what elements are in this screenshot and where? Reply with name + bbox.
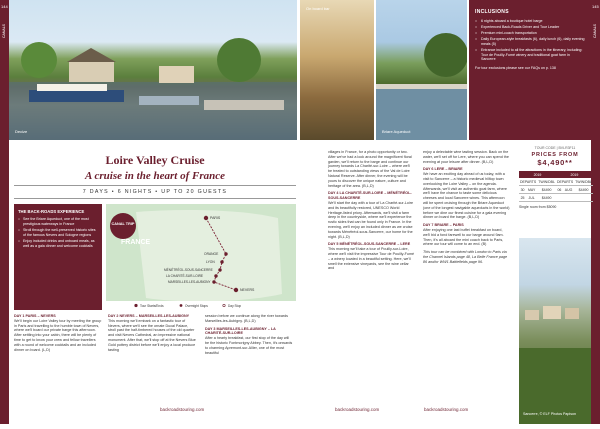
tour-title: Loire Valley Cruise bbox=[105, 153, 205, 167]
tour-subtitle: A cruise in the heart of France bbox=[85, 170, 225, 182]
departure-day: 06 bbox=[557, 187, 562, 192]
menetreol-marker bbox=[218, 268, 221, 271]
day-body: This morning we'll take a tour of Pouilly-sur-Loire, where we'll visit the impressive Tour de Pouilly-Fumé – a winery located in a beautiful setting. Here, we'll smell the extensive vineyards, see the wine cellar and bbox=[328, 247, 415, 271]
map-place-menetreol: MÉNÉTRÉOL-SOUS-SANCERRE bbox=[164, 268, 213, 272]
inclusion-item: ○ Entrance included to all the attractions in the itinerary, including: Tour de Pouilly-Fumé winery and traditional goat farm in Sancerre bbox=[475, 48, 585, 62]
legend-overnight-label: Overnight Stops bbox=[185, 303, 208, 308]
canal-photo-caption: Decize bbox=[15, 129, 28, 134]
day-heading: DAY 7 BRIARE – PARIS bbox=[423, 223, 464, 228]
departure-price: $4490 bbox=[537, 194, 556, 202]
departure-day: 25 bbox=[520, 195, 525, 200]
map-place-la-charite: LA CHARITÉ-SUR-LOIRE bbox=[166, 274, 204, 278]
tour-stats: 7 DAYS • 6 NIGHTS • UP TO 20 GUESTS bbox=[14, 185, 296, 199]
itinerary-column-4 bbox=[328, 150, 415, 274]
backroads-list bbox=[14, 217, 102, 248]
route-map bbox=[106, 204, 296, 310]
day-heading: DAY 3 MARSEILLES-LES-AUBIGNY – LA CHARITÉ-SUR-LOIRE bbox=[205, 326, 276, 336]
day-1 bbox=[14, 314, 102, 352]
center-footer-url[interactable]: backroadstouring.com bbox=[335, 407, 380, 412]
itinerary-column-3 bbox=[205, 314, 293, 358]
left-side-tab bbox=[0, 0, 9, 424]
day-heading: DAY 4 LA CHARITÉ-SUR-LOIRE – MÉNÉTRÉOL-SOUS-SANCERRE bbox=[328, 191, 412, 201]
inclusion-item: ○ Premium mini-coach transportation bbox=[475, 31, 585, 36]
backroads-item: ○ Stroll through the well-preserved historic sites of the famous Nevers and Sologne regions bbox=[18, 228, 98, 237]
day-body: We'll start the day with a tour of La Charité-sur-Loire and its beautifully restored, UNESCO World Heritage-listed priory. Afterwards, we'll visit a farm deep in the countryside, where we'll experience the rustic sides that can be found only in France. In the evening, we'll enjoy an included dinner as we cruise towards Ménétréol-sous-Sancerre, our home for the night. (B,L,D) bbox=[328, 200, 414, 239]
aqueduct-photo bbox=[376, 0, 467, 140]
legend-overnight-icon bbox=[180, 304, 183, 307]
single-room-price: Single room from $5090 bbox=[519, 205, 557, 209]
orange-marker bbox=[224, 252, 227, 255]
inclusion-item: ○ Experienced Back-Roads Driver and Tour Leader bbox=[475, 25, 585, 30]
itinerary-column-5 bbox=[423, 150, 510, 268]
itinerary-column-1 bbox=[14, 314, 102, 355]
departure-row bbox=[519, 194, 593, 202]
village-scene-illustration bbox=[519, 238, 591, 424]
departure-day: 30 bbox=[520, 187, 525, 192]
day-body: After a hearty breakfast, our first stop of the day will be the historic Fontmorigny Abbey. Then, it's onwards to charming Apremont-sur-Allier, one of the most beautiful bbox=[205, 336, 293, 355]
la-charite-marker bbox=[214, 274, 217, 277]
day-body: After enjoying one last buffet breakfast on board, we'll bid a fond farewell to our barge around 9am. Then, it's all aboard the mini coach back to Paris, where our tour will come to an end. (B) bbox=[423, 227, 504, 247]
map-place-paris: PARIS bbox=[210, 216, 221, 220]
village-photo-caption: Sancerre, © ELF Photos Papison bbox=[523, 412, 576, 416]
day-5 bbox=[328, 242, 415, 271]
inclusions-list bbox=[469, 19, 591, 62]
right-side-tab bbox=[591, 0, 600, 424]
departure-price: $4490 bbox=[537, 186, 556, 194]
day-2-continued: session before we continue along the river towards Marseilles-les-Aubigny. (B,L,D) bbox=[205, 314, 289, 323]
legend-day-stop-label: Day Stop bbox=[228, 303, 242, 308]
legend-start-label: Tour Starts/Ends bbox=[140, 303, 164, 308]
day-heading: DAY 1 PARIS – NEVERS bbox=[14, 314, 56, 318]
nevers-marker bbox=[234, 288, 238, 292]
departures-year: 2019 bbox=[519, 171, 556, 178]
bar-photo-caption: On board bar bbox=[306, 6, 330, 11]
departure-month: AUG bbox=[564, 187, 573, 192]
aqueduct-photo-caption: Briare Aqueduct bbox=[382, 129, 411, 134]
departs-header: DEPARTS bbox=[520, 179, 537, 184]
canal-barge-photo bbox=[9, 0, 297, 140]
right-page-number: 145 bbox=[592, 4, 599, 9]
day-3 bbox=[205, 327, 293, 356]
legend-start-icon bbox=[134, 304, 137, 307]
day-5-continued: enjoy a delectable wine tasting session. Back on the water, we'll set off for Lere, where you can spend the evening at your leisure after dinner. (B,L,D) bbox=[423, 150, 509, 164]
day-7 bbox=[423, 223, 510, 247]
day-body: We'll begin our Loire Valley tour by meeting the group in Paris and travelling to the humble town of Nevers, where we'll board our private barge this afternoon. After settling into your cabin, there will be plenty of time to get to know your crew and fellow travellers with a round of welcome cocktails and an included dinner on board. (L,D) bbox=[14, 318, 102, 352]
paris-marker bbox=[204, 216, 208, 220]
combine-tour-note: This tour can be combined with London to Paris via the Channel Islands page 48, La Belle France page 86 and/or WW1 Battlefields page 96. bbox=[423, 250, 508, 264]
map-place-lyon: LYON bbox=[206, 260, 215, 264]
inclusions-panel bbox=[469, 0, 591, 140]
day-body: This morning we'll embark on a fantastic tour of Nevers, where we'll see the ornate Ducal Palace, stroll past the half-timbered houses of the old quarter and visit Nevers Cathedral, an impressive national monument. After that, we'll stop off at the Nevers Blue Gold pottery district before we'll enjoy a local produce tasting bbox=[108, 318, 196, 352]
day-heading: DAY 6 LERE – BRIARE bbox=[423, 167, 463, 172]
departure-row bbox=[519, 186, 593, 194]
map-place-marseilles: MARSEILLES-LES-AUBIGNY bbox=[168, 280, 211, 284]
backroads-experience-box bbox=[14, 204, 102, 310]
day-2 bbox=[108, 314, 196, 352]
map-place-orange: ORANGE bbox=[204, 252, 219, 256]
backroads-item: ○ See the Briare Aqueduct, one of the most prestigious waterways in France bbox=[18, 217, 98, 226]
departures-table bbox=[519, 171, 593, 202]
right-footer-url[interactable]: backroadstouring.com bbox=[424, 407, 469, 412]
day-heading: DAY 5 MÉNÉTRÉOL-SOUS-SANCERRE – LERE bbox=[328, 242, 411, 247]
aqueduct-scene-illustration bbox=[376, 0, 467, 140]
day-heading: DAY 2 NEVERS – MARSEILLES-LES-AUBIGNY bbox=[108, 314, 190, 318]
inclusions-title: INCLUSIONS bbox=[475, 9, 509, 15]
inclusion-item: ○ 6 nights aboard a boutique hotel barge bbox=[475, 19, 585, 24]
price-panel bbox=[519, 146, 591, 209]
departure-month: MAY bbox=[527, 187, 536, 192]
departure-price: $4490 bbox=[574, 186, 593, 194]
canal-scene-illustration bbox=[9, 0, 297, 140]
departure-month: JUL bbox=[526, 194, 537, 202]
tour-headline bbox=[14, 153, 296, 182]
itinerary-column-2 bbox=[108, 314, 196, 355]
inclusions-note: For tour exclusions please see our FAQs on p. 138 bbox=[475, 66, 556, 71]
inclusion-item: ○ Daily European-style breakfasts (6), daily lunch (6), daily evening meals (5) bbox=[475, 37, 585, 46]
day-body: We have an exciting day ahead of us today, with a visit to Sancerre – a historic medieval hilltop town overlooking the Loire Valley – on the agenda. Afterwards, we'll visit an authentic goat farm, where we'll have the chance to taste some delicious cheeses and local Sancerre wines. This afternoon will be spent cruising through the Briare Aqueduct (one of the longest navigable aqueducts in the world) before we dine our finest cuisine for a gala evening dinner on board the barge. (B,L,D) bbox=[423, 172, 510, 220]
departs-header-2: DEPARTS bbox=[556, 179, 574, 184]
left-page-number: 144 bbox=[1, 4, 8, 9]
prices-from-label: PRICES FROM bbox=[531, 152, 579, 158]
sancerre-village-photo bbox=[519, 238, 591, 424]
twin-header: TWIN/DBL bbox=[538, 179, 555, 184]
left-footer-url[interactable]: backroadstouring.com bbox=[160, 407, 205, 412]
map-place-nevers: NEVERS bbox=[240, 288, 255, 292]
price-amount: $4,490** bbox=[537, 158, 573, 167]
twin-header-2: TWIN/DBL bbox=[575, 179, 592, 184]
canal-trip-badge-label: CANAL TRIP bbox=[111, 222, 135, 226]
day-4 bbox=[328, 191, 415, 239]
right-tab-label: CANALS bbox=[593, 24, 597, 39]
day-6 bbox=[423, 167, 510, 220]
canal-trip-badge bbox=[110, 213, 136, 239]
left-tab-label: CANALS bbox=[2, 24, 6, 39]
lyon-marker bbox=[220, 260, 223, 263]
route-map-graphic bbox=[106, 204, 296, 310]
map-country-label: FRANCE bbox=[121, 239, 151, 246]
bar-detail-photo bbox=[300, 0, 374, 140]
marseilles-marker bbox=[212, 280, 215, 283]
backroads-item: ○ Enjoy included drinks and onboard meals, as well as a gala dinner and welcome cocktails bbox=[18, 239, 98, 248]
backroads-title: THE BACK-ROADS EXPERIENCE bbox=[18, 209, 85, 214]
departures-year-2: 2019 bbox=[556, 171, 593, 178]
day-3-continued: villages in France, for a photo opportunity or two. After we've had a look around the magnificent floral garden, we'll return to the barge and continue our journey towards La Charité-sur-Loire – where we'll be treated to outstanding views of the Val de Loire Natural Reserve. After dinner, the evening will be yours to discover the unique nature, culture and heritage of the area. (B,L,D) bbox=[328, 150, 412, 188]
tour-code: TOUR CODE | BVLR3F11 bbox=[534, 146, 576, 150]
